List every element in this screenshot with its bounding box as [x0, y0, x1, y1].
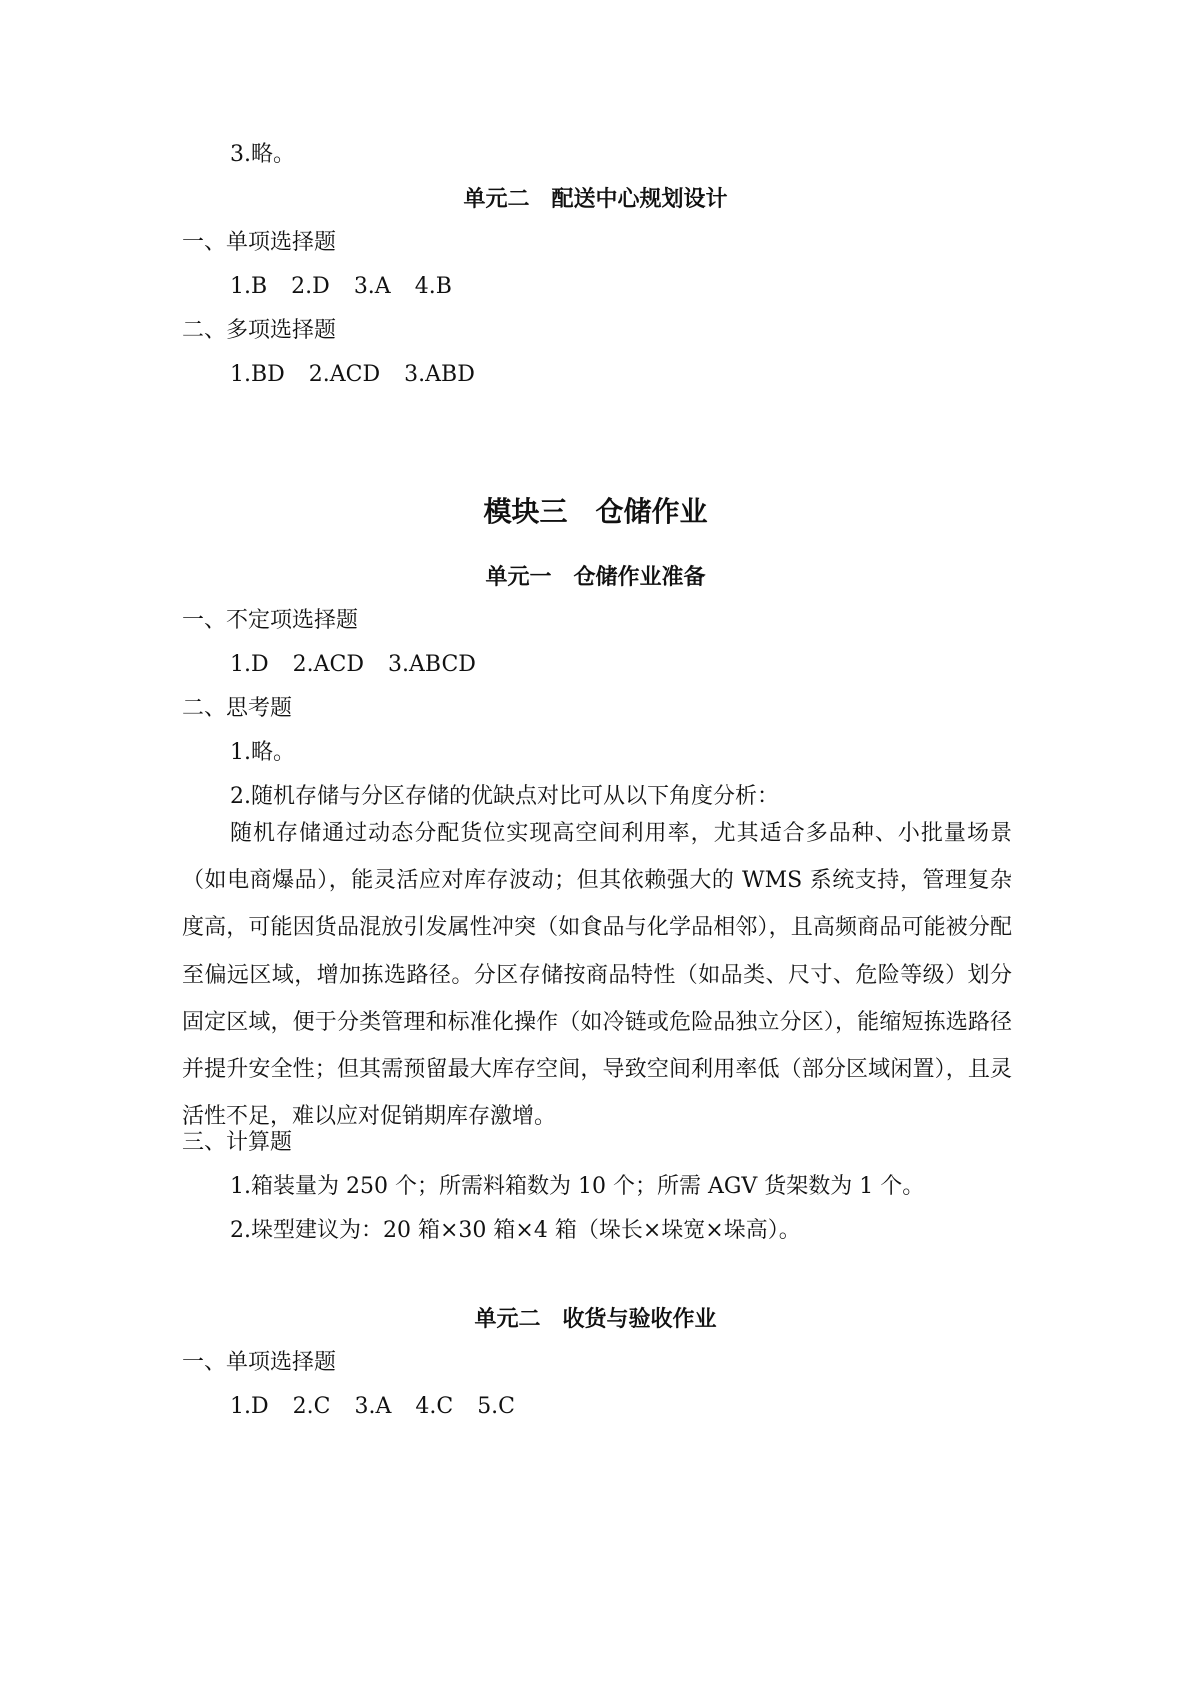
answer-line — [230, 650, 476, 680]
question-heading: 二、多项选择题 — [182, 318, 337, 343]
answer-line: 1.箱装量为 250 个；所需料箱数为 10 个；所需 AGV 货架数为 1 个。 — [230, 1174, 925, 1199]
answer: 2.ACD — [308, 362, 381, 387]
answer: 2.C — [292, 1394, 331, 1419]
answer: 4.B — [414, 274, 452, 299]
answer: 2.ACD — [292, 652, 364, 677]
answer: 1.D — [230, 652, 269, 677]
answer: 1.BD — [230, 362, 285, 387]
answer: 3.ABCD — [388, 652, 476, 677]
answer: 3.A — [354, 1394, 392, 1419]
unit-title: 单元一 仓储作业准备 — [485, 564, 706, 590]
unit-title: 单元二 收货与验收作业 — [474, 1306, 717, 1332]
answer-line: 2.垛型建议为：20 箱×30 箱×4 箱（垛长×垛宽×垛高）。 — [230, 1218, 801, 1243]
answer-line: 1.略。 — [230, 740, 295, 765]
question-heading: 二、思考题 — [182, 696, 293, 721]
answer-line — [230, 1392, 515, 1422]
unit-title: 单元二 配送中心规划设计 — [463, 186, 728, 212]
answer: 4.C — [415, 1394, 454, 1419]
question-heading: 一、单项选择题 — [182, 230, 337, 255]
answer-line — [230, 360, 475, 390]
question-heading: 一、单项选择题 — [182, 1350, 337, 1375]
answer: 5.C — [477, 1394, 516, 1419]
answer-paragraph: 随机存储通过动态分配货位实现高空间利用率，尤其适合多品种、小批量场景（如电商爆品），能灵活应对库存波动；但其依赖强大的 WMS 系统支持，管理复杂度高，可能因货品混放引发属性冲突（如食品与化学品相邻），且高频商品可能被分配至偏远区域，增加拣选路径。分区存储按商品特性（如品类、尺寸、危险等级）划分固定区域，便于分类管理和标准化操作（如冷链或危险品独立分区），能缩短拣选路径并提升安全性；但其需预留最大库存空间，导致空间利用率低（部分区域闲置），且灵活性不足，难以应对促销期库存激增。 — [182, 821, 1012, 1130]
answer: 1.B — [230, 274, 268, 299]
question-heading: 三、计算题 — [182, 1130, 293, 1155]
question-heading: 一、不定项选择题 — [182, 608, 359, 633]
answer: 3.ABD — [404, 362, 475, 387]
answer-line: 2.随机存储与分区存储的优缺点对比可从以下角度分析： — [230, 784, 779, 809]
answer: 1.D — [230, 1394, 269, 1419]
module-title: 模块三 仓储作业 — [483, 495, 708, 528]
answer-line: 3.略。 — [230, 142, 295, 167]
answer: 3.A — [353, 274, 391, 299]
answer: 2.D — [291, 274, 330, 299]
answer-line — [230, 272, 452, 302]
